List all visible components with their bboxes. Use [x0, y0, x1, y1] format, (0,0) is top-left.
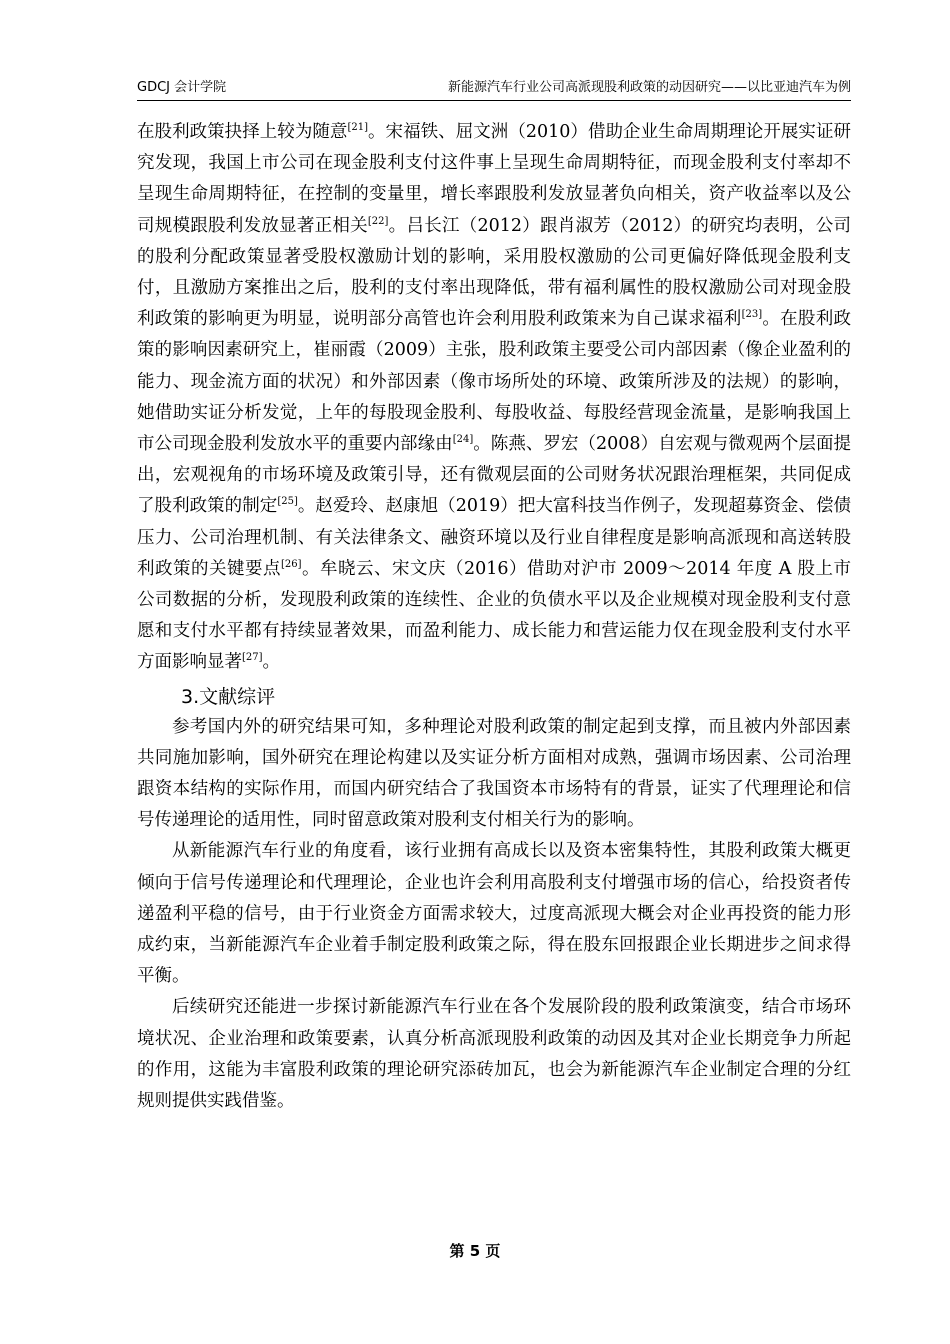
text-segment: 。吕长江（2012）跟肖淑芳（2012）的研究均表明，公司的股利分配政策显著受股权激励计划的影响，采用股权激励的公司更偏好降低现金股利支付，且激励方案推出之后，股利的支付率出现降低，带有福利属性的股权激励公司对现金股利政策的影响更为明显，说明部分高管也许会利用股利政策来为自己谋求福利	[137, 215, 851, 330]
text-segment: 。	[262, 652, 281, 673]
header-thesis-title: 新能源汽车行业公司高派现股利政策的动因研究——以比亚迪汽车为例	[447, 80, 851, 95]
page-header	[137, 76, 851, 101]
citation-26: [26]	[281, 558, 302, 570]
text-segment: 。陈燕、罗宏（2008）自宏观与微观两个层面提出，宏观视角的市场环境及政策引导，还有微观层面的公司财务状况跟治理框架，共同促成了股利政策的制定	[137, 434, 852, 517]
text-segment: 。牟晓云、宋文庆（2016）借助对沪市 2009～2014 年度 A 股上市公司数据的分析，发现股利政策的连续性、企业的负债水平以及企业规模对现金股利支付意愿和支付水平都有持续显著效果，而盈利能力、成长能力和营运能力仅在现金股利支付水平方面影响显著	[137, 558, 852, 673]
text-segment: 。宋福铁、屈文洲（2010）借助企业生命周期理论开展实证研究发现，我国上市公司在现金股利支付这件事上呈现生命周期特征，而现金股利支付率却不呈现生命周期特征，在控制的变量里，增长率跟股利发放显著负向相关，资产收益率以及公司规模跟股利发放显著正相关	[137, 122, 851, 236]
text-segment: 。在股利政策的影响因素研究上，崔丽霞（2009）主张，股利政策主要受公司内部因素（像企业盈利的能力、现金流方面的状况）和外部因素（像市场所处的环境、政策所涉及的法规）的影响，她借助实证分析发觉，上年的每股现金股利、每股收益、每股经营现金流量，是影响我国上市公司现金股利发放水平的重要内部缘由	[137, 309, 851, 455]
citation-27: [27]	[242, 652, 263, 664]
text-segment: 在股利政策抉择上较为随意	[137, 122, 348, 142]
paragraph-future-research: 后续研究还能进一步探讨新能源汽车行业在各个发展阶段的股利政策演变，结合市场环境状况、企业治理和政策要素，认真分析高派现股利政策的动因及其对企业长期竞争力所起的作用，这能为丰富股利政策的理论研究添砖加瓦，也会为新能源汽车企业制定合理的分红规则提供实践借鉴。	[137, 997, 851, 1112]
page-body	[137, 117, 851, 1117]
citation-24: [24]	[452, 434, 474, 446]
citation-23: [23]	[741, 309, 763, 321]
header-institution: GDCJ 会计学院	[137, 80, 227, 95]
citation-21: [21]	[347, 122, 368, 133]
citation-25: [25]	[277, 496, 298, 508]
paragraph-industry-perspective: 从新能源汽车行业的角度看，该行业拥有高成长以及资本密集特性，其股利政策大概更倾向于信号传递理论和代理理论，企业也许会利用高股利支付增强市场的信心，给投资者传递盈利平稳的信号，由于行业资金方面需求较大，过度高派现大概会对企业再投资的能力形成约束，当新能源汽车企业着手制定股利政策之际，得在股东回报跟企业长期进步之间求得平衡。	[137, 841, 851, 987]
paragraph-review-summary: 参考国内外的研究结果可知，多种理论对股利政策的制定起到支撑，而且被内外部因素共同施加影响，国外研究在理论构建以及实证分析方面相对成熟，强调市场因素、公司治理跟资本结构的实际作用，而国内研究结合了我国资本市场特有的背景，证实了代理理论和信号传递理论的适用性，同时留意政策对股利支付相关行为的影响。	[137, 716, 851, 831]
section-heading: 3.文献综评	[181, 685, 276, 708]
citation-22: [22]	[367, 215, 389, 227]
page-number: 第 5 页	[449, 1242, 501, 1260]
text-segment: 。赵爱玲、赵康旭（2019）把大富科技当作例子，发现超募资金、偿债压力、公司治理机制、有关法律条文、融资环境以及行业自律程度是影响高派现和高送转股利政策的关键要点	[137, 496, 852, 579]
paragraph-literature-review	[137, 117, 851, 679]
